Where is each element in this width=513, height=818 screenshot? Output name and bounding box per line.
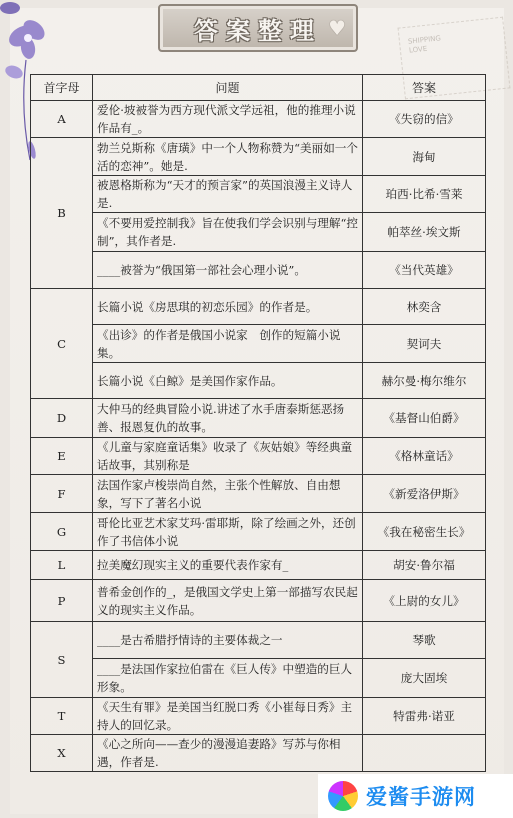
question-cell: 长篇小说《白鲸》是美国作家作品。 xyxy=(93,363,363,399)
letter-cell: T xyxy=(31,698,93,735)
answer-cell: 《基督山伯爵》 xyxy=(363,399,486,438)
table-row xyxy=(31,438,486,475)
question-cell: ____是古希腊抒情诗的主要体裁之一 xyxy=(93,622,363,659)
question-cell: 《心之所向——查少的漫漫追妻路》写苏与你相遇，作者是. xyxy=(93,735,363,772)
table-row xyxy=(31,138,486,176)
question-cell: ____被誉为“俄国第一部社会心理小说”。 xyxy=(93,252,363,289)
answer-cell: 赫尔曼·梅尔维尔 xyxy=(363,363,486,399)
answer-cell: 胡安·鲁尔福 xyxy=(363,551,486,580)
letter-cell: D xyxy=(31,399,93,438)
table-row xyxy=(31,176,486,213)
answer-cell: 林奕含 xyxy=(363,289,486,325)
letter-cell: C xyxy=(31,289,93,399)
answer-cell: 《我在秘密生长》 xyxy=(363,513,486,551)
letter-cell: E xyxy=(31,438,93,475)
answer-cell xyxy=(363,735,486,772)
answer-cell: 《上尉的女儿》 xyxy=(363,580,486,622)
answer-cell: 《失窃的信》 xyxy=(363,101,486,138)
question-cell: 《出诊》的作者是俄国小说家 创作的短篇小说集。 xyxy=(93,325,363,363)
table-row xyxy=(31,580,486,622)
letter-cell: B xyxy=(31,138,93,289)
table-row xyxy=(31,325,486,363)
question-cell: 《儿童与家庭童话集》收录了《灰姑娘》等经典童话故事，其别称是 xyxy=(93,438,363,475)
watermark-text: 爱酱手游网 xyxy=(366,785,476,809)
watermark-logo xyxy=(318,774,513,818)
question-cell: 《天生有罪》是美国当红脱口秀《小崔每日秀》主持人的回忆录。 xyxy=(93,698,363,735)
table-row xyxy=(31,622,486,659)
table-row xyxy=(31,551,486,580)
answer-cell: 契诃夫 xyxy=(363,325,486,363)
letter-cell: A xyxy=(31,101,93,138)
table-row xyxy=(31,735,486,772)
heart-icon: ♥ xyxy=(328,16,346,40)
letter-cell: L xyxy=(31,551,93,580)
page-title: 答案整理 xyxy=(194,15,322,45)
answer-cell: 特雷弗·诺亚 xyxy=(363,698,486,735)
answer-cell: 《格林童话》 xyxy=(363,438,486,475)
table-row xyxy=(31,399,486,438)
answer-cell: 庞大固埃 xyxy=(363,659,486,698)
question-cell: ____是法国作家拉伯雷在《巨人传》中塑造的巨人形象。 xyxy=(93,659,363,698)
table-body xyxy=(31,101,486,772)
question-cell: 爱伦·坡被誉为西方现代派文学远祖，他的推理小说作品有_。 xyxy=(93,101,363,138)
table-header-row xyxy=(31,75,486,101)
letter-cell: S xyxy=(31,622,93,698)
answer-cell: 海甸 xyxy=(363,138,486,176)
postmark-text: SHIPPING LOVE xyxy=(407,34,442,55)
letter-cell: P xyxy=(31,580,93,622)
table-row xyxy=(31,289,486,325)
question-cell: 哥伦比亚艺术家艾玛·雷耶斯，除了绘画之外，还创作了书信体小说 xyxy=(93,513,363,551)
table-row xyxy=(31,101,486,138)
title-banner xyxy=(158,4,358,52)
letter-cell: F xyxy=(31,475,93,513)
answer-cell: 《当代英雄》 xyxy=(363,252,486,289)
question-cell: 普希金创作的_，是俄国文学史上第一部描写农民起义的现实主义作品。 xyxy=(93,580,363,622)
answer-table xyxy=(30,74,486,772)
table-row xyxy=(31,513,486,551)
question-cell: 《不要用爱控制我》旨在使我们学会识别与理解“控制”，其作者是. xyxy=(93,213,363,252)
answer-cell: 帕萃丝·埃文斯 xyxy=(363,213,486,252)
question-cell: 法国作家卢梭崇尚自然，主张个性解放、自由想象，写下了著名小说 xyxy=(93,475,363,513)
logo-icon xyxy=(328,781,358,811)
question-cell: 大仲马的经典冒险小说.讲述了水手唐泰斯惩恶扬善、报恩复仇的故事。 xyxy=(93,399,363,438)
header-question: 问题 xyxy=(93,75,363,101)
header-letter: 首字母 xyxy=(31,75,93,101)
table-row xyxy=(31,213,486,252)
answer-cell: 《新爱洛伊斯》 xyxy=(363,475,486,513)
question-cell: 长篇小说《房思琪的初恋乐园》的作者是。 xyxy=(93,289,363,325)
table-row xyxy=(31,363,486,399)
table-row xyxy=(31,252,486,289)
question-cell: 被恩格斯称为“天才的预言家”的英国浪漫主义诗人是. xyxy=(93,176,363,213)
table-row xyxy=(31,698,486,735)
table-row xyxy=(31,475,486,513)
answer-cell: 琴歌 xyxy=(363,622,486,659)
question-cell: 拉美魔幻现实主义的重要代表作家有_ xyxy=(93,551,363,580)
letter-cell: G xyxy=(31,513,93,551)
header-answer: 答案 xyxy=(363,75,486,101)
answer-cell: 珀西·比希·雪莱 xyxy=(363,176,486,213)
table-row xyxy=(31,659,486,698)
question-cell: 勃兰兑斯称《唐璜》中一个人物称赞为“美丽如一个活的恋神”。她是. xyxy=(93,138,363,176)
letter-cell: X xyxy=(31,735,93,772)
